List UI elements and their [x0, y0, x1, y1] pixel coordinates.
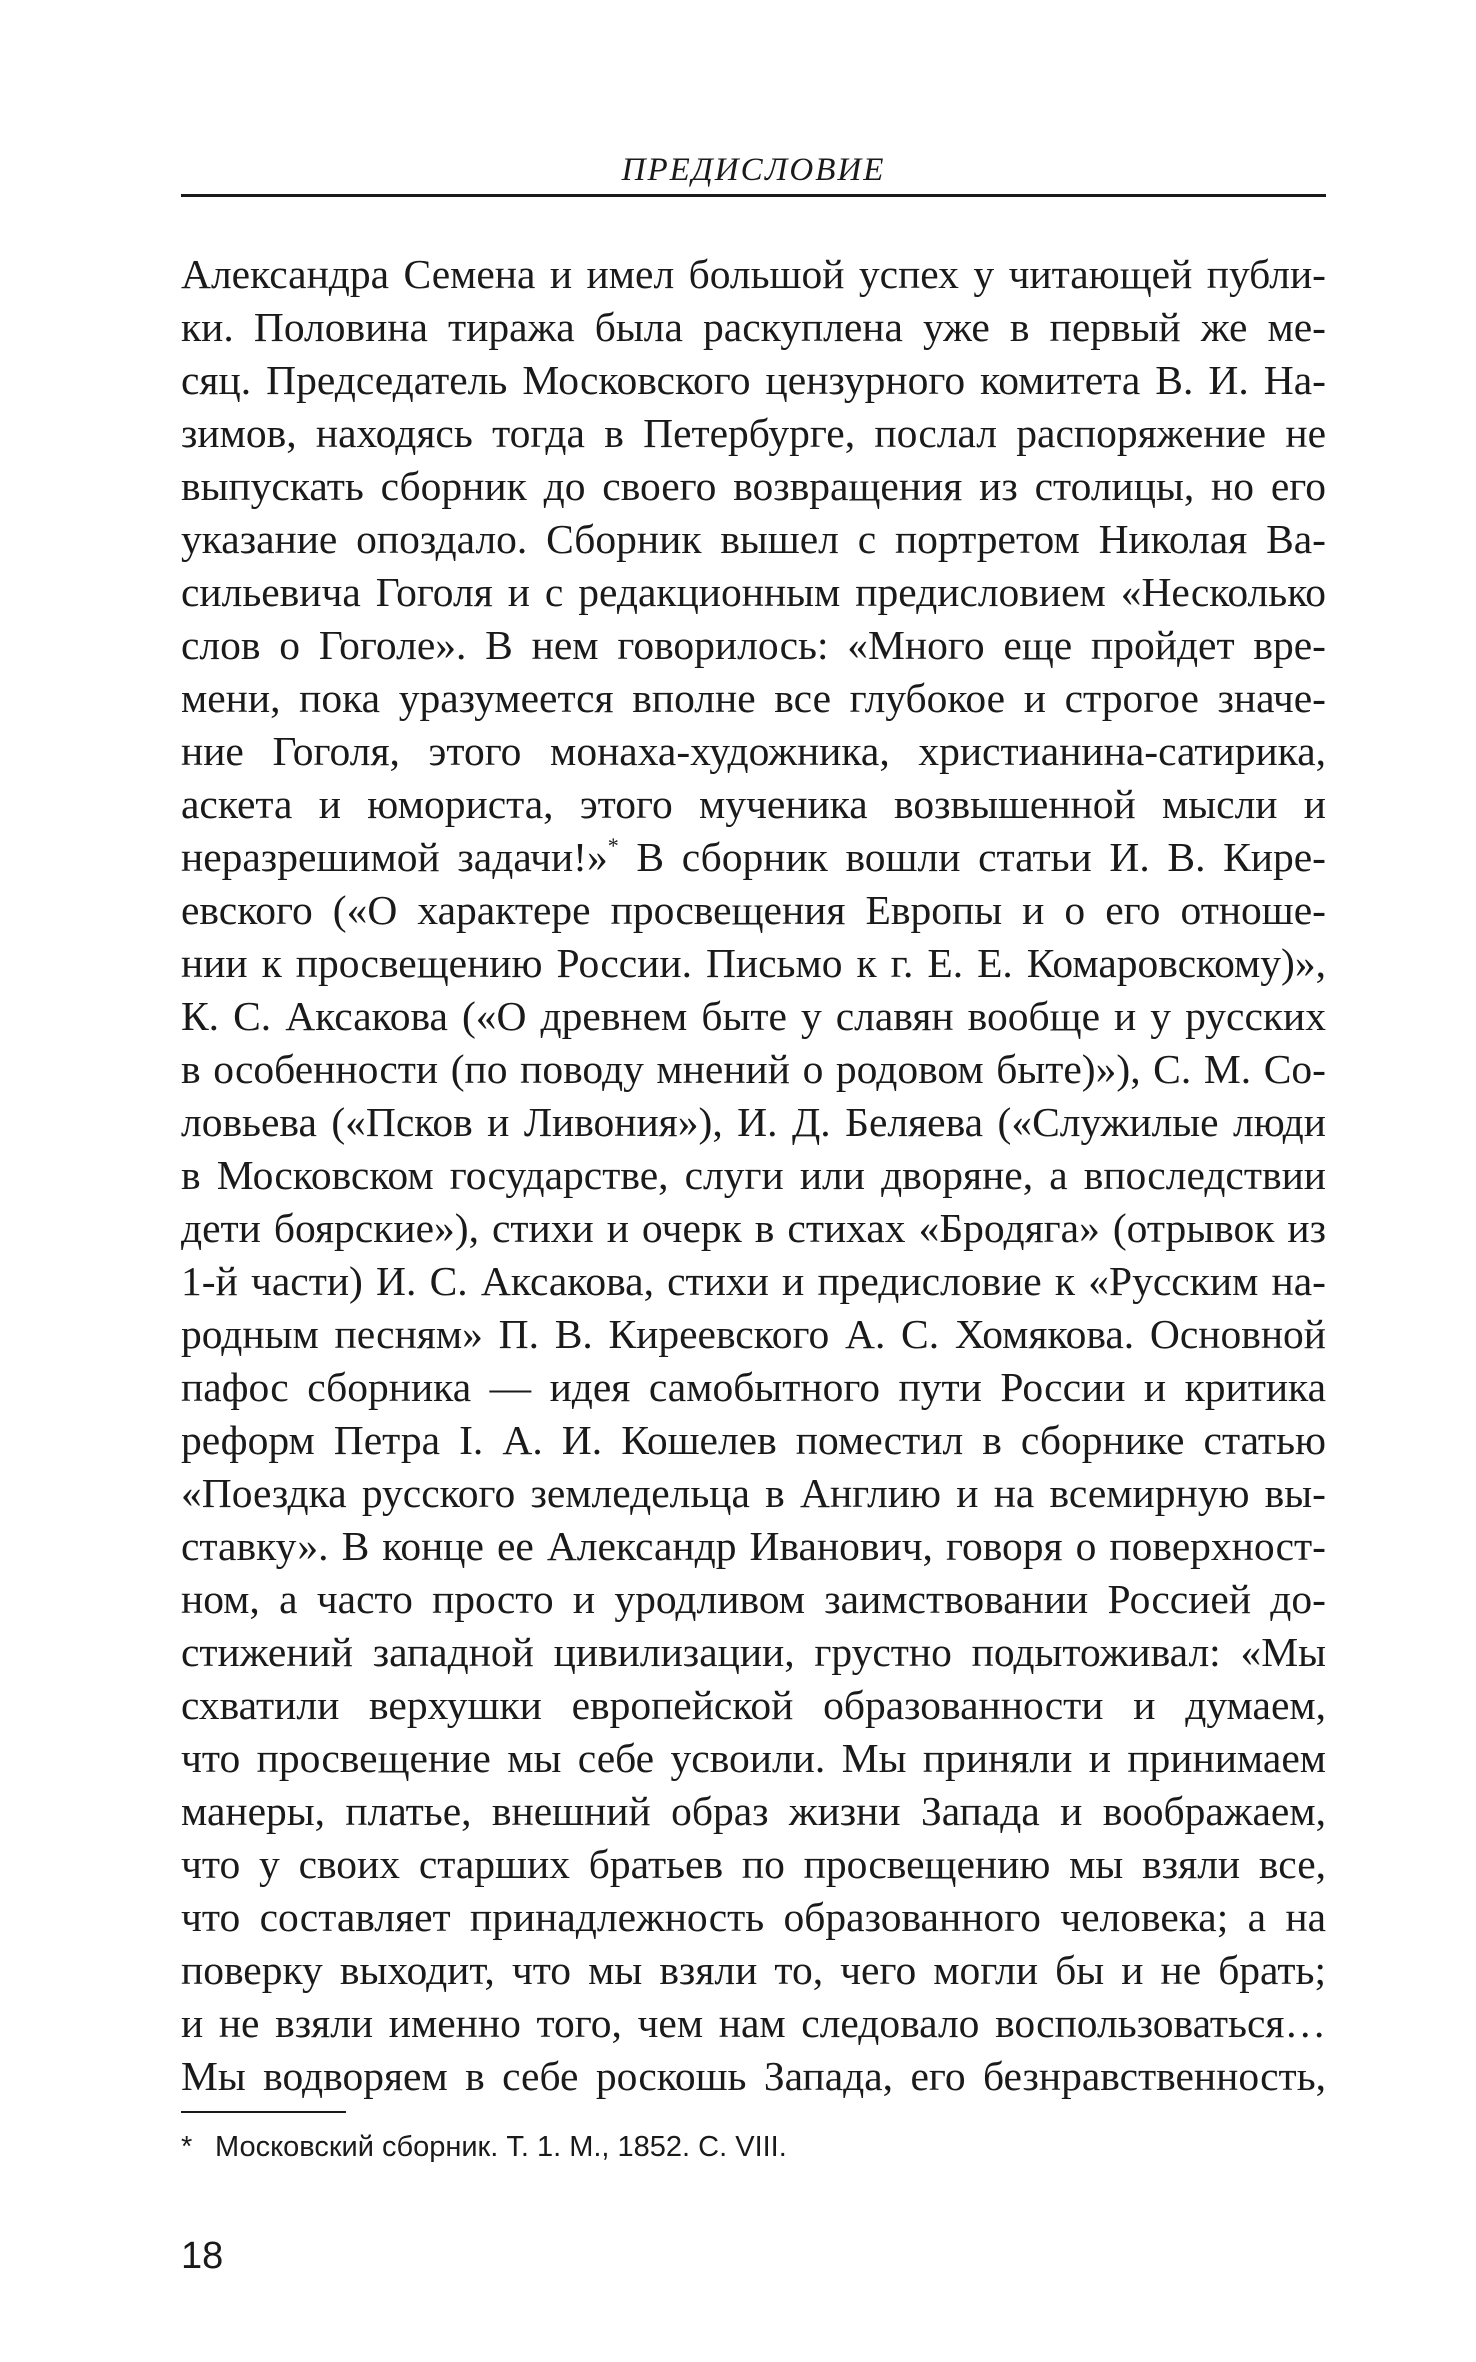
- text-line: ки. Половина тиража была раскуплена уже в первый же ме-: [181, 304, 1326, 350]
- text-line: что просвещение мы себе усвоили. Мы приняли и принимаем: [181, 1735, 1326, 1781]
- text-line-with-note-ref: [181, 831, 1326, 884]
- footnote-mark: *: [181, 2131, 193, 2163]
- text-line: выпускать сборник до своего возвращения из столицы, но его: [181, 463, 1326, 509]
- text-line: в особенности (по поводу мнений о родовом быте)»), С. М. Со-: [181, 1046, 1326, 1092]
- text-segment: В сборник вошли статьи И. В. Кире-: [618, 834, 1326, 880]
- text-line: слов о Гоголе». В нем говорилось: «Много еще пройдет вре-: [181, 622, 1326, 668]
- footnote-reference: *: [607, 833, 619, 858]
- text-line: 1-й части) И. С. Аксакова, стихи и предисловие к «Русским на-: [181, 1258, 1326, 1304]
- text-line: «Поездка русского земледельца в Англию и на всемирную вы-: [181, 1470, 1326, 1516]
- text-line: мени, пока уразумеется вполне все глубокое и строгое значе-: [181, 675, 1326, 721]
- text-line: пафос сборника — идея самобытного пути России и критика: [181, 1364, 1326, 1410]
- text-segment: неразрешимой задачи!»: [181, 834, 608, 880]
- text-line: что составляет принадлежность образованного человека; а на: [181, 1894, 1326, 1940]
- text-line: зимов, находясь тогда в Петербурге, послал распоряжение не: [181, 410, 1326, 456]
- text-line: Мы водворяем в себе роскошь Запада, его безнравственность,: [181, 2053, 1326, 2099]
- text-line: в Московском государстве, слуги или дворяне, а впоследствии: [181, 1152, 1326, 1198]
- body-text: [181, 248, 1326, 2103]
- text-line: схватили верхушки европейской образованности и думаем,: [181, 1682, 1326, 1728]
- text-line: ние Гоголя, этого монаха-художника, христианина-сатирика,: [181, 728, 1326, 774]
- text-line: родным песням» П. В. Киреевского А. С. Хомякова. Основной: [181, 1311, 1326, 1357]
- text-line: манеры, платье, внешний образ жизни Запада и воображаем,: [181, 1788, 1326, 1834]
- text-line: сяц. Председатель Московского цензурного комитета В. И. На-: [181, 357, 1326, 403]
- text-line: сильевича Гоголя и с редакционным предисловием «Несколько: [181, 569, 1326, 615]
- text-line: что у своих старших братьев по просвещению мы взяли все,: [181, 1841, 1326, 1887]
- text-line: реформ Петра I. А. И. Кошелев поместил в сборнике статью: [181, 1417, 1326, 1463]
- footnote-rule: [181, 2111, 346, 2113]
- text-line: ловьева («Псков и Ливония»), И. Д. Беляева («Служилые люди: [181, 1099, 1326, 1145]
- page-number: 18: [181, 2235, 224, 2277]
- text-line: и не взяли именно того, чем нам следовало воспользоваться…: [181, 2000, 1326, 2046]
- text-line: К. С. Аксакова («О древнем быте у славян вообще и у русских: [181, 993, 1326, 1039]
- running-head: ПРЕДИСЛОВИЕ: [621, 152, 886, 188]
- text-line: дети боярские»), стихи и очерк в стихах «Бродяга» (отрывок из: [181, 1205, 1326, 1251]
- text-line: стижений западной цивилизации, грустно подытоживал: «Мы: [181, 1629, 1326, 1675]
- text-line: Александра Семена и имел большой успех у читающей публи-: [181, 251, 1326, 297]
- text-line: поверку выходит, что мы взяли то, чего могли бы и не брать;: [181, 1947, 1326, 1993]
- text-line: евского («О характере просвещения Европы и о его отноше-: [181, 887, 1326, 933]
- text-line: указание опоздало. Сборник вышел с портретом Николая Ва-: [181, 516, 1326, 562]
- text-line: нии к просвещению России. Письмо к г. Е. Е. Комаровскому)»,: [181, 940, 1326, 986]
- footnote: [181, 2127, 787, 2167]
- text-line: аскета и юмориста, этого мученика возвышенной мысли и: [181, 781, 1326, 827]
- text-line: ном, а часто просто и уродливом заимствовании Россией до-: [181, 1576, 1326, 1622]
- text-line: ставку». В конце ее Александр Иванович, говоря о поверхност-: [181, 1523, 1326, 1569]
- footnote-text: Московский сборник. Т. 1. М., 1852. С. VIII.: [215, 2131, 787, 2163]
- header-rule: [181, 194, 1326, 197]
